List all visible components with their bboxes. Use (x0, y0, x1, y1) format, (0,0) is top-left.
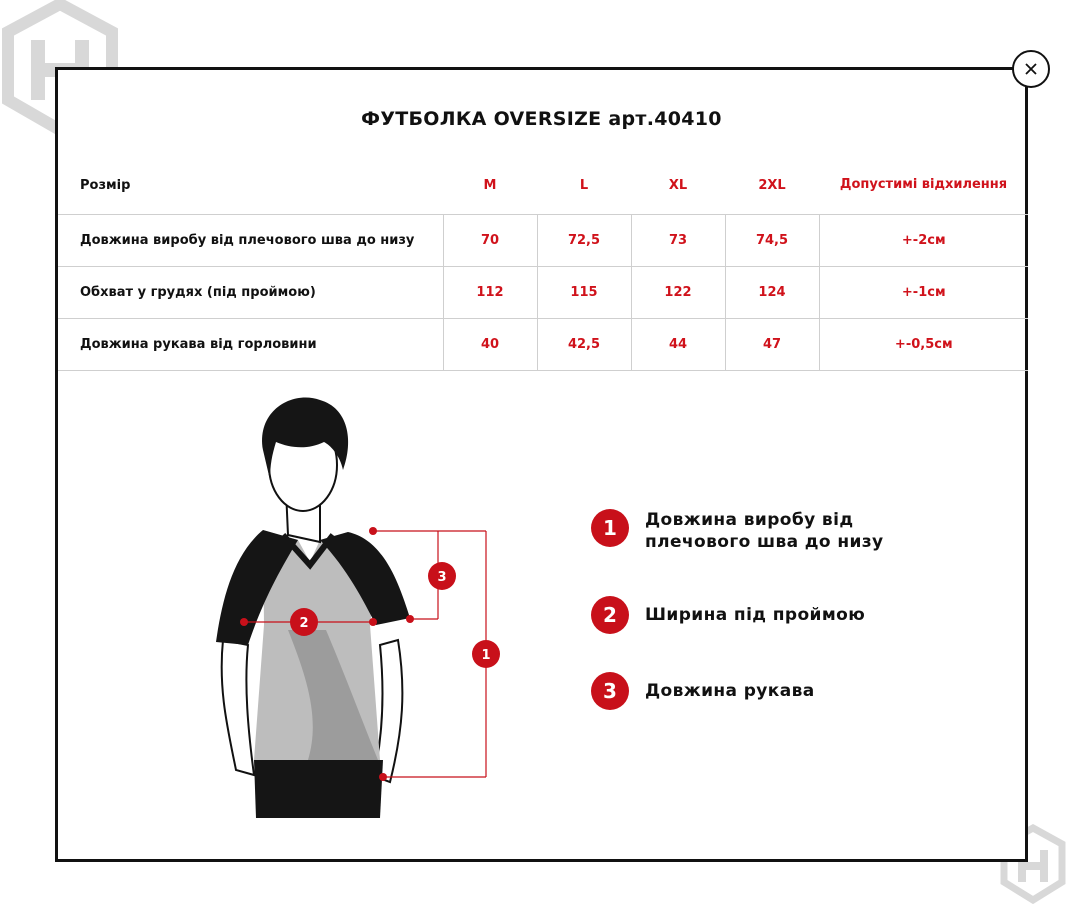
table-cell: 47 (725, 319, 819, 371)
column-header: 2XL (758, 177, 786, 193)
table-cell: 115 (537, 267, 631, 319)
table-cell: +-2см (819, 215, 1028, 267)
table-cell: Довжина рукава від горловини (58, 319, 443, 371)
legend-number: 2 (591, 596, 629, 634)
close-icon (1023, 61, 1039, 77)
table-cell: 124 (725, 267, 819, 319)
marker-3-label: 3 (437, 570, 447, 585)
legend-item (591, 596, 945, 634)
column-header: M (483, 177, 497, 193)
table-cell: 44 (631, 319, 725, 371)
table-cell: 112 (443, 267, 537, 319)
table-cell: 73 (631, 215, 725, 267)
legend-item (591, 672, 945, 710)
column-header: Допустимі відхилення (839, 177, 1008, 192)
page-title: ФУТБОЛКА OVERSIZE арт.40410 (361, 108, 722, 130)
column-header: L (579, 177, 589, 193)
table-cell: 72,5 (537, 215, 631, 267)
legend-item (591, 509, 945, 553)
close-button[interactable] (1012, 50, 1050, 88)
marker-1-label: 1 (481, 648, 491, 663)
table-cell: 122 (631, 267, 725, 319)
legend-text: Довжина рукава (645, 681, 815, 701)
table-cell: Обхват у грудях (під проймою) (58, 267, 443, 319)
legend-number: 1 (591, 509, 629, 547)
column-header: Розмір (80, 177, 131, 193)
table-cell: 40 (443, 319, 537, 371)
table-cell: +-1см (819, 267, 1028, 319)
table-cell: 70 (443, 215, 537, 267)
marker-2-label: 2 (299, 616, 309, 631)
table-cell: +-0,5см (819, 319, 1028, 371)
size-chart-modal (55, 67, 1028, 862)
column-header: XL (668, 177, 688, 193)
legend-text: Довжина виробу від плечового шва до низу (645, 510, 884, 552)
legend-number: 3 (591, 672, 629, 710)
table-cell: Довжина виробу від плечового шва до низу (58, 215, 443, 267)
table-cell: 74,5 (725, 215, 819, 267)
legend-text: Ширина під проймою (645, 605, 866, 625)
table-cell: 42,5 (537, 319, 631, 371)
tshirt-measurement-figure (58, 70, 1028, 860)
